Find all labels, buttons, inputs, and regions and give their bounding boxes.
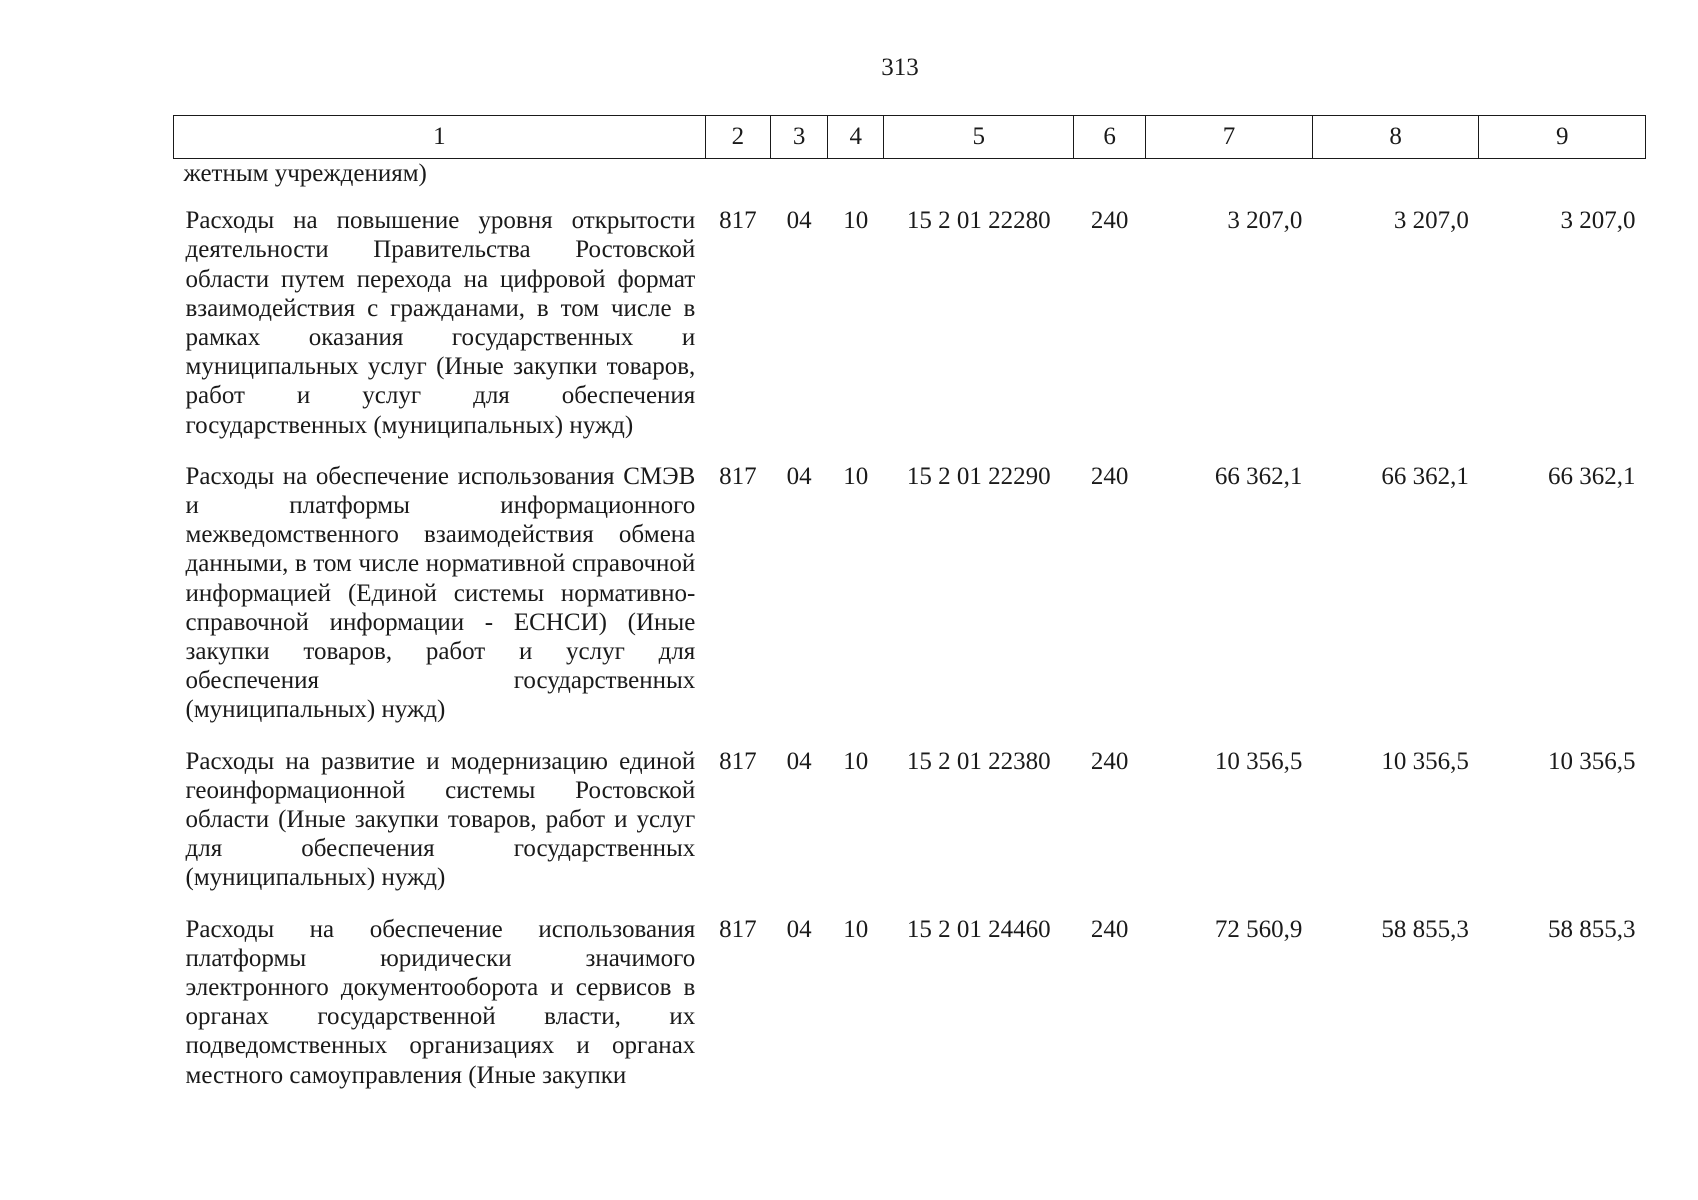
target-article-code: 15 2 01 22280 [906,207,1051,235]
page-number: 313 [881,54,919,81]
continuation-row [174,159,1646,189]
table-row [174,188,1646,440]
expense-type-code: 240 [1090,915,1129,943]
budget-table [173,115,1646,1090]
amount-col-9: 58 855,3 [1548,915,1636,943]
subsection-code: 10 [843,747,869,775]
header-col-5: 5 [884,116,1074,159]
amount-col-9: 3 207,0 [1560,207,1636,235]
amount-col-8: 58 855,3 [1381,915,1469,943]
header-col-8: 8 [1312,116,1479,159]
expense-type-code: 240 [1090,462,1129,490]
section-code: 04 [786,207,812,235]
target-article-code: 15 2 01 22380 [906,747,1051,775]
header-col-7: 7 [1146,116,1313,159]
amount-col-7: 10 356,5 [1214,747,1303,775]
table-row [174,725,1646,893]
amount-col-8: 66 362,1 [1381,462,1469,490]
amount-col-7: 72 560,9 [1214,915,1303,943]
target-article-code: 15 2 01 24460 [906,915,1051,943]
header-col-6: 6 [1074,116,1146,159]
amount-col-7: 3 207,0 [1227,207,1303,235]
section-code: 04 [786,462,812,490]
table-row [174,440,1646,725]
ministry-code: 817 [719,207,757,235]
row-description: Расходы на обеспечение использования платформы юридически значимого электронного документооборота и сервисов в органах государственной власти, их подведомственных организациях и органах местного самоуправления (Иные закупки [185,915,696,1089]
ministry-code: 817 [719,915,757,943]
header-col-4: 4 [828,116,884,159]
table-row [174,893,1646,1090]
row-description: Расходы на развитие и модернизацию единой геоинформационной системы Ростовской области (Иные закупки товаров, работ и услуг для обеспечения государственных (муниципальных) нужд) [185,747,696,892]
subsection-code: 10 [843,207,869,235]
ministry-code: 817 [719,462,757,490]
amount-col-7: 66 362,1 [1214,462,1303,490]
header-col-3: 3 [771,116,828,159]
section-code: 04 [786,747,812,775]
expense-type-code: 240 [1090,747,1129,775]
subsection-code: 10 [843,915,869,943]
amount-col-8: 10 356,5 [1381,747,1469,775]
expense-type-code: 240 [1090,207,1129,235]
row-description: Расходы на повышение уровня открытости деятельности Правительства Ростовской области путем перехода на цифровой формат взаимодействия с гражданами, в том числе в рамках оказания государственных и муниципальных услуг (Иные закупки товаров, работ и услуг для обеспечения государственных (муниципальных) нужд) [185,207,696,439]
subsection-code: 10 [843,462,869,490]
header-col-1: 1 [174,116,706,159]
continuation-text: жетным учреждениям) [183,160,427,187]
row-description: Расходы на обеспечение использования СМЭВ и платформы информационного межведомственного взаимодействия обмена данными, в том числе нормативной справочной информацией (Единой системы нормативно-справочной информации - ЕСНСИ) (Иные закупки товаров, работ и услуг для обеспечения государственных (муниципальных) нужд) [185,462,696,724]
section-code: 04 [786,915,812,943]
header-col-9: 9 [1479,116,1646,159]
target-article-code: 15 2 01 22290 [906,462,1051,490]
amount-col-9: 66 362,1 [1548,462,1636,490]
amount-col-8: 3 207,0 [1393,207,1469,235]
amount-col-9: 10 356,5 [1548,747,1636,775]
table-header-row [174,116,1646,159]
ministry-code: 817 [719,747,757,775]
header-col-2: 2 [705,116,770,159]
